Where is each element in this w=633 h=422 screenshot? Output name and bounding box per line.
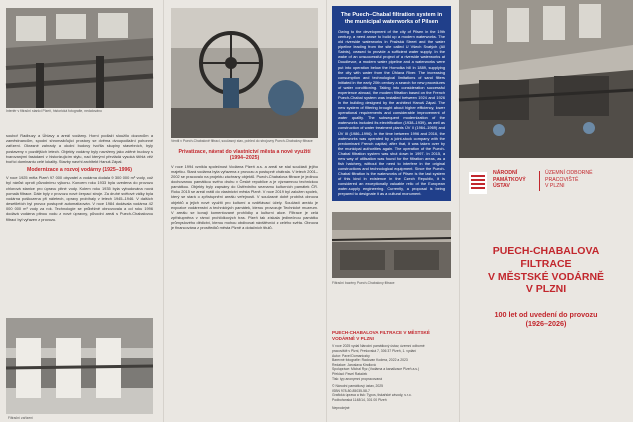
photo-filtration-hall <box>6 8 153 108</box>
cover-photo-image <box>459 0 633 158</box>
institution-logo <box>469 170 627 200</box>
photo-filter-basins <box>332 212 451 278</box>
imprint-line: Barevné fotografie: Radovan Kodera, 2022 a 2023 <box>332 358 408 363</box>
photo-filter-device-image <box>6 318 153 414</box>
copyright-line: Grafická úprava a tisk: Typos, tiskařské závody, s.r.o. <box>332 393 412 398</box>
english-summary-title: The Puech–Chabal filtration system in the municipal waterworks of Pilsen <box>340 12 443 25</box>
logo-left-line: NÁRODNÍ <box>493 170 518 176</box>
copyright-lines <box>332 384 453 402</box>
imprint-line: Překlad: Pavel Rataček <box>332 372 368 377</box>
panel-2 <box>163 0 326 422</box>
npu-logo-icon <box>469 172 487 194</box>
imprint-line: Tisk: typ anonymní propracovaná <box>332 376 383 381</box>
cover-subtitle-line: (1926–2026) <box>525 319 567 329</box>
logo-right-line: V PLZNI <box>545 183 565 189</box>
photo-caption: Interiér v filtrační stanici Plzeň, historická fotografie, nedatováno <box>6 109 102 113</box>
cover-title <box>463 245 629 296</box>
logo-right-text <box>545 170 593 190</box>
imprint-block <box>332 330 453 410</box>
bottom-photo-caption: Filtrační zařízení <box>8 415 34 420</box>
photo-valve-image <box>171 8 318 138</box>
copyright-line: Podbořanská 1148/14, 301 00 Plzeň <box>332 398 387 402</box>
imprint-lines <box>332 344 453 381</box>
panel-cover <box>459 0 633 422</box>
imprint-title: PUECH-CHABALOVA FILTRACE V MĚSTSKÉ VODÁRNĚ V PLZNI <box>332 330 430 341</box>
logo-divider <box>539 171 540 191</box>
cover-photo <box>459 0 633 158</box>
section-text-privatization: V roce 1994 vznikla společnost Vodárna Plzeň a.s. a areál se stal součástí jejího majetku. Stará vodárna byla vyřazena z provozu a postupně chátrala. V letech 2001–2002 se pracovalo na projektu záchrany objektů. Puech-Chabalova filtrace je jedinou dochovanou památkou svého druhu v České republice a je významnou technickou památkou. Objekty byly zapsány do Ústředního seznamu kulturních památek ČR. Roku 2015 se areál vrátil do vlastnictví města Plzně. V roce 2019 byl založen spolek, který se stará o zpřístupnění areálu veřejnosti. V současné době probíhá obnova objektů a jejich nové využití pro kulturní a vzdělávací účely. Součástí areálu je expozice vodárenství a technických památek, kterou provozuje Technické muzeum. V areálu se konají komentované prohlídky a kulturní akce. Filtrace je celá zpřístupněna v rámci prohlídkových tras. Plzeň tak získala jedinečnou památku průmyslového dědictví, kterou mohou obdivovat návštěvníci z celého světa. Obnova je financována z prostředků města Plzně a dotačních titulů. <box>171 163 318 231</box>
cover-subtitle-line: 100 let od uvedení do provozu <box>494 310 598 319</box>
imprint-line: pracoviště v Plzni, Prešovská 7, 306 37 Plzeň, 1. vydání <box>332 349 417 354</box>
cover-title-line: PUECH-CHABALOVA <box>492 245 600 257</box>
photo-caption: Filtrační bazény Puech-Chabalovy filtrace <box>332 281 395 285</box>
logo-right-line: ÚZEMNÍ ODBORNÉ <box>545 170 593 176</box>
imprint-line: Spolupráce: Michal Ryz (Vodárna a kanalizace Plzeň a.s.) <box>332 367 420 372</box>
section-heading-modernization: Modernizace a rozvoj vodárny (1925–1996) <box>27 167 132 174</box>
copyright-line: ISBN 978-80-85035-58-7 <box>332 388 370 393</box>
imprint-line: V roce 2025 vydal Národní památkový ústav, územní odborné <box>332 344 425 349</box>
photo-filter-basins-image <box>332 212 451 278</box>
logo-left-text <box>493 170 526 190</box>
photo-filtration-hall-image <box>6 8 153 108</box>
intro-text: souboř Radbuzy a Úhlavy a areál vodárny. Horní podlaží sloužilo dozorcům a zaměstnancům, spodní shromažďující prostory se dvěma dvoupodlažní pohonné zařízení. Okrasné zahrady a okolní budovy tvořila skupiny stavebních, byly postaveny v pozdějších letech. Objekty vodárny byly navrženy jako zděné budovy s tvarovanými fasádami v historizujícím stylu, nad kterými převládá vysoká štíhlá věž tvořící dominantu celé lokality. Stavby navrhl architekt Hanuš Zápal. <box>6 133 153 164</box>
copyright-line: © Národní památkový ústav, 2025 <box>332 384 384 389</box>
section-text-modernization: V roce 1925 měla Plzeň 97 000 obyvatel a vodárna dodala 9 300 000 m³ vody, což byl nárůst oproti původnímu výkonu. Koncem roku 1933 byla uvedena do provozu chlorová stanice pro úpravu pitné vody. Kolem roku 1935 byla vybudována nová pomalá filtrace. Dále byly v provozu nové čerpací stroje. Za druhé světové války byla vodárna poškozena při náletech, opravy probíhaly v letech 1945–1946. V dalších desetiletích byl provoz postupně automatizován. V roce 1984 dodávala vodárna 42 000 000 m³ vody za rok. Technologie se průběžně obnovovala a od roku 1996 dodává vodárna pitnou vodu z nové úpravny, původní areál s Puech-Chabalovou filtrací byl vyřazen z provozu. <box>6 175 153 222</box>
logo-left-line: ÚSTAV <box>493 183 510 189</box>
footer-note: Neprodejné <box>332 405 350 410</box>
photo-caption: Ventil v Puech-Chabalově filtraci, současný stav, pohled do strojovny Puech-Chabalovy filtrace <box>171 139 313 143</box>
panel-1 <box>0 0 163 422</box>
english-summary-text: Owing to the development of the city of Pilsen in the 19th century, a need arose to build up a modern waterworks. The old riverside waterworks in Pražská Street and the water pipeline leading from the site called U Všech Svatých (All Saints), ceased to provide a sufficient water supply. In the wake of an unsuccessful project of a riverside waterworks at Doudlevce, a modern water pipeline and a waterworks were put into operation below the Homolka hill in 1889, supplying the city with water from the Úhlava River. The increasing consumption and technological limitations of sand filters initiated in the early 20th century a search for new procedures of water conditioning. Taking into consideration successful experience abroad, the modern filtration based on the French Puech-Chabal system was installed between 1924 and 1926 in the building designed by the architect Hanuš Zápal. The new system of filtering brought about higher efficiency, lower operational requirements and considerable improvement of water quality. The subsequent modernization of the waterworks included its electrification (1938–1939), as well as construction of water treatment plants ÚV II (1964–1969) and ÚV III (1986–1996). In the time between 1996 and 2016, the waterworks was operated by a joint-stock company with the predominant French capital; after that, it was taken over by the municipal authorities again. The operation of the Puech-Chabal filtration system was shut down in 1997. In 2015, a new way of utilisation was found for the filtration areas, as a fish hatchery, without the need to interfere in the original constructions and technological equipment. Since the Puech-Chabal filtration is the waterworks of Pilsen is the last system of this kind in existence in the Czech Republic, it is considered an exceptionally valuable relic of the European water-supply engineering. Currently, a proposal is being prepared to designate it as a cultural monument. <box>338 28 445 197</box>
imprint-line: Autor: Pavel Domaniczky <box>332 353 370 358</box>
imprint-line: Redakce: Jaroslava Kindlová <box>332 362 376 367</box>
logo-left-line: PAMÁTKOVÝ <box>493 176 526 183</box>
section-heading-privatization: Privatizace, návrat do vlastnictví města a nové využití (1994–2025) <box>178 149 311 162</box>
photo-filter-device <box>6 318 153 420</box>
cover-title-line: V PLZNI <box>525 283 567 296</box>
cover-title-line: V MĚSTSKÉ VODÁRNĚ <box>487 270 605 283</box>
photo-valve <box>171 8 318 138</box>
logo-right-line: PRACOVIŠTĚ <box>545 176 579 183</box>
cover-subtitle <box>463 310 629 329</box>
cover-title-line: FILTRACE <box>520 257 572 270</box>
english-summary-box <box>332 6 451 201</box>
